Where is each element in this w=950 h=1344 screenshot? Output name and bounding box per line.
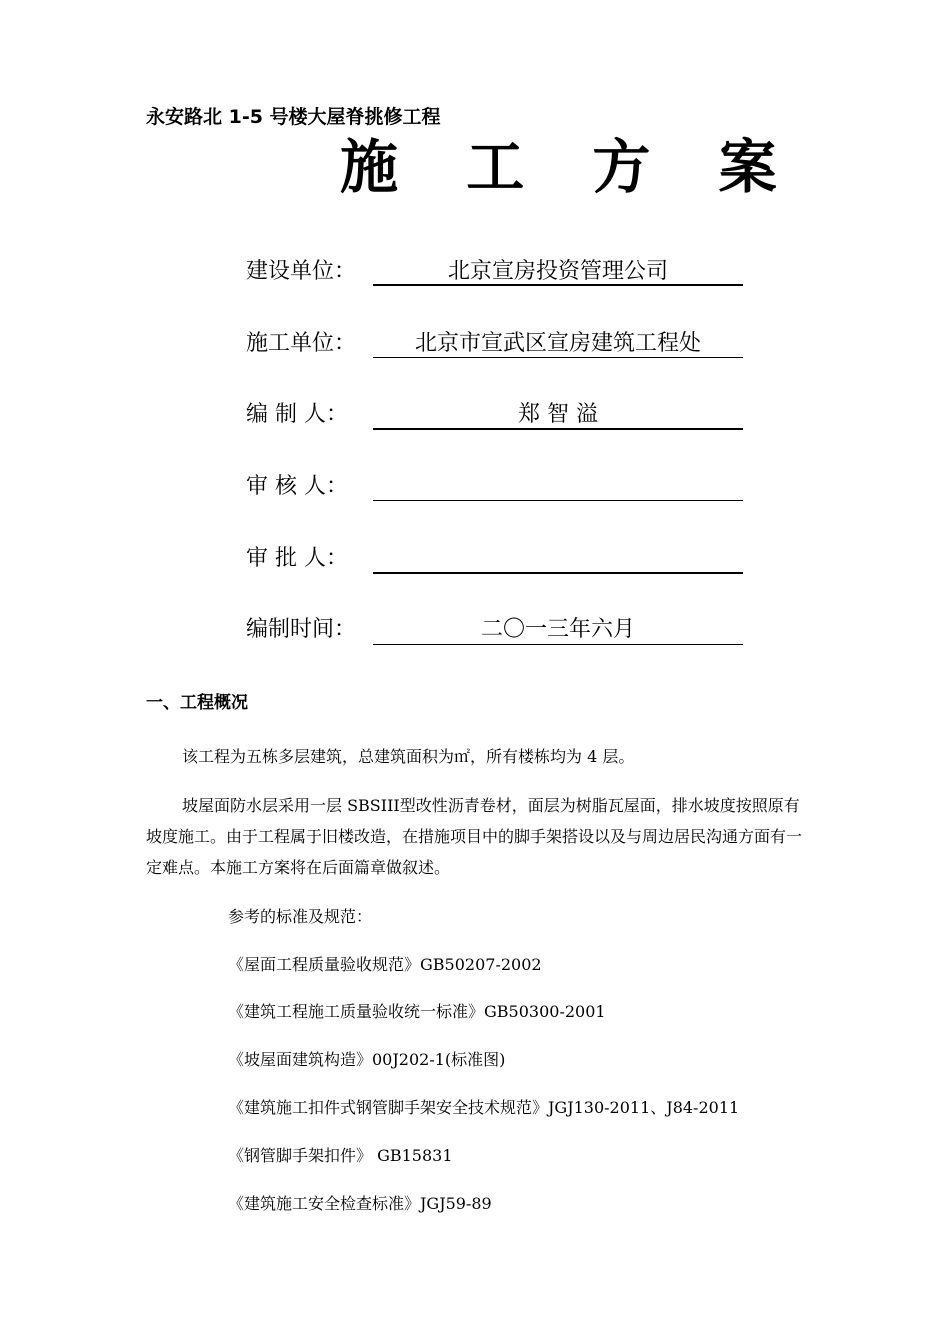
overview-paragraph: 该工程为五栋多层建筑，总建筑面积为㎡，所有楼栋均为 4 层。	[182, 747, 635, 766]
reference-item: 《建筑施工安全检查标准》JGJ59-89	[228, 1194, 492, 1213]
field-label-reviewer: 审 核 人：	[246, 474, 348, 499]
reference-item: 《坡屋面建筑构造》00J202-1(标准图)	[228, 1050, 506, 1069]
field-label-compile-date: 编制时间：	[246, 617, 357, 642]
field-label-compiler: 编 制 人：	[246, 402, 348, 427]
section-heading: 一、工程概况	[146, 693, 248, 713]
field-value-builder-unit: 北京市宣武区宣房建筑工程处	[414, 331, 701, 356]
project-name: 永安路北 1-5 号楼大屋脊挑修工程	[146, 106, 441, 128]
field-underline	[373, 500, 743, 501]
field-underline	[373, 284, 743, 286]
field-underline	[373, 572, 743, 574]
roof-paragraph: 坡屋面防水层采用一层 SBSIII型改性沥青卷材，面层为树脂瓦屋面，排水坡度按照原有坡度施工。由于工程属于旧楼改造，在措施项目中的脚手架搭设以及与周边居民沟通方面有一定难点。本施工方案将在后面篇章做叙述。	[146, 796, 803, 877]
reference-item: 《屋面工程质量验收规范》GB50207-2002	[228, 955, 542, 974]
reference-item: 《建筑施工扣件式钢管脚手架安全技术规范》JGJ130-2011、J84-2011	[228, 1098, 740, 1117]
field-value-compiler: 郑 智 溢	[518, 402, 598, 427]
field-label-approver: 审 批 人：	[246, 546, 348, 571]
field-underline	[373, 357, 743, 358]
field-label-builder-unit: 施工单位：	[246, 331, 357, 356]
field-label-construction-unit: 建设单位：	[246, 259, 357, 284]
field-underline	[373, 644, 743, 645]
field-underline	[373, 428, 743, 430]
references-intro: 参考的标准及规范：	[228, 907, 373, 926]
field-value-construction-unit: 北京宣房投资管理公司	[447, 259, 668, 284]
reference-item: 《建筑工程施工质量验收统一标准》GB50300-2001	[228, 1002, 606, 1021]
document-title: 施 工 方 案	[340, 133, 801, 201]
field-value-compile-date: 二〇一三年六月	[480, 617, 635, 642]
reference-item: 《钢管脚手架扣件》 GB15831	[228, 1146, 453, 1165]
